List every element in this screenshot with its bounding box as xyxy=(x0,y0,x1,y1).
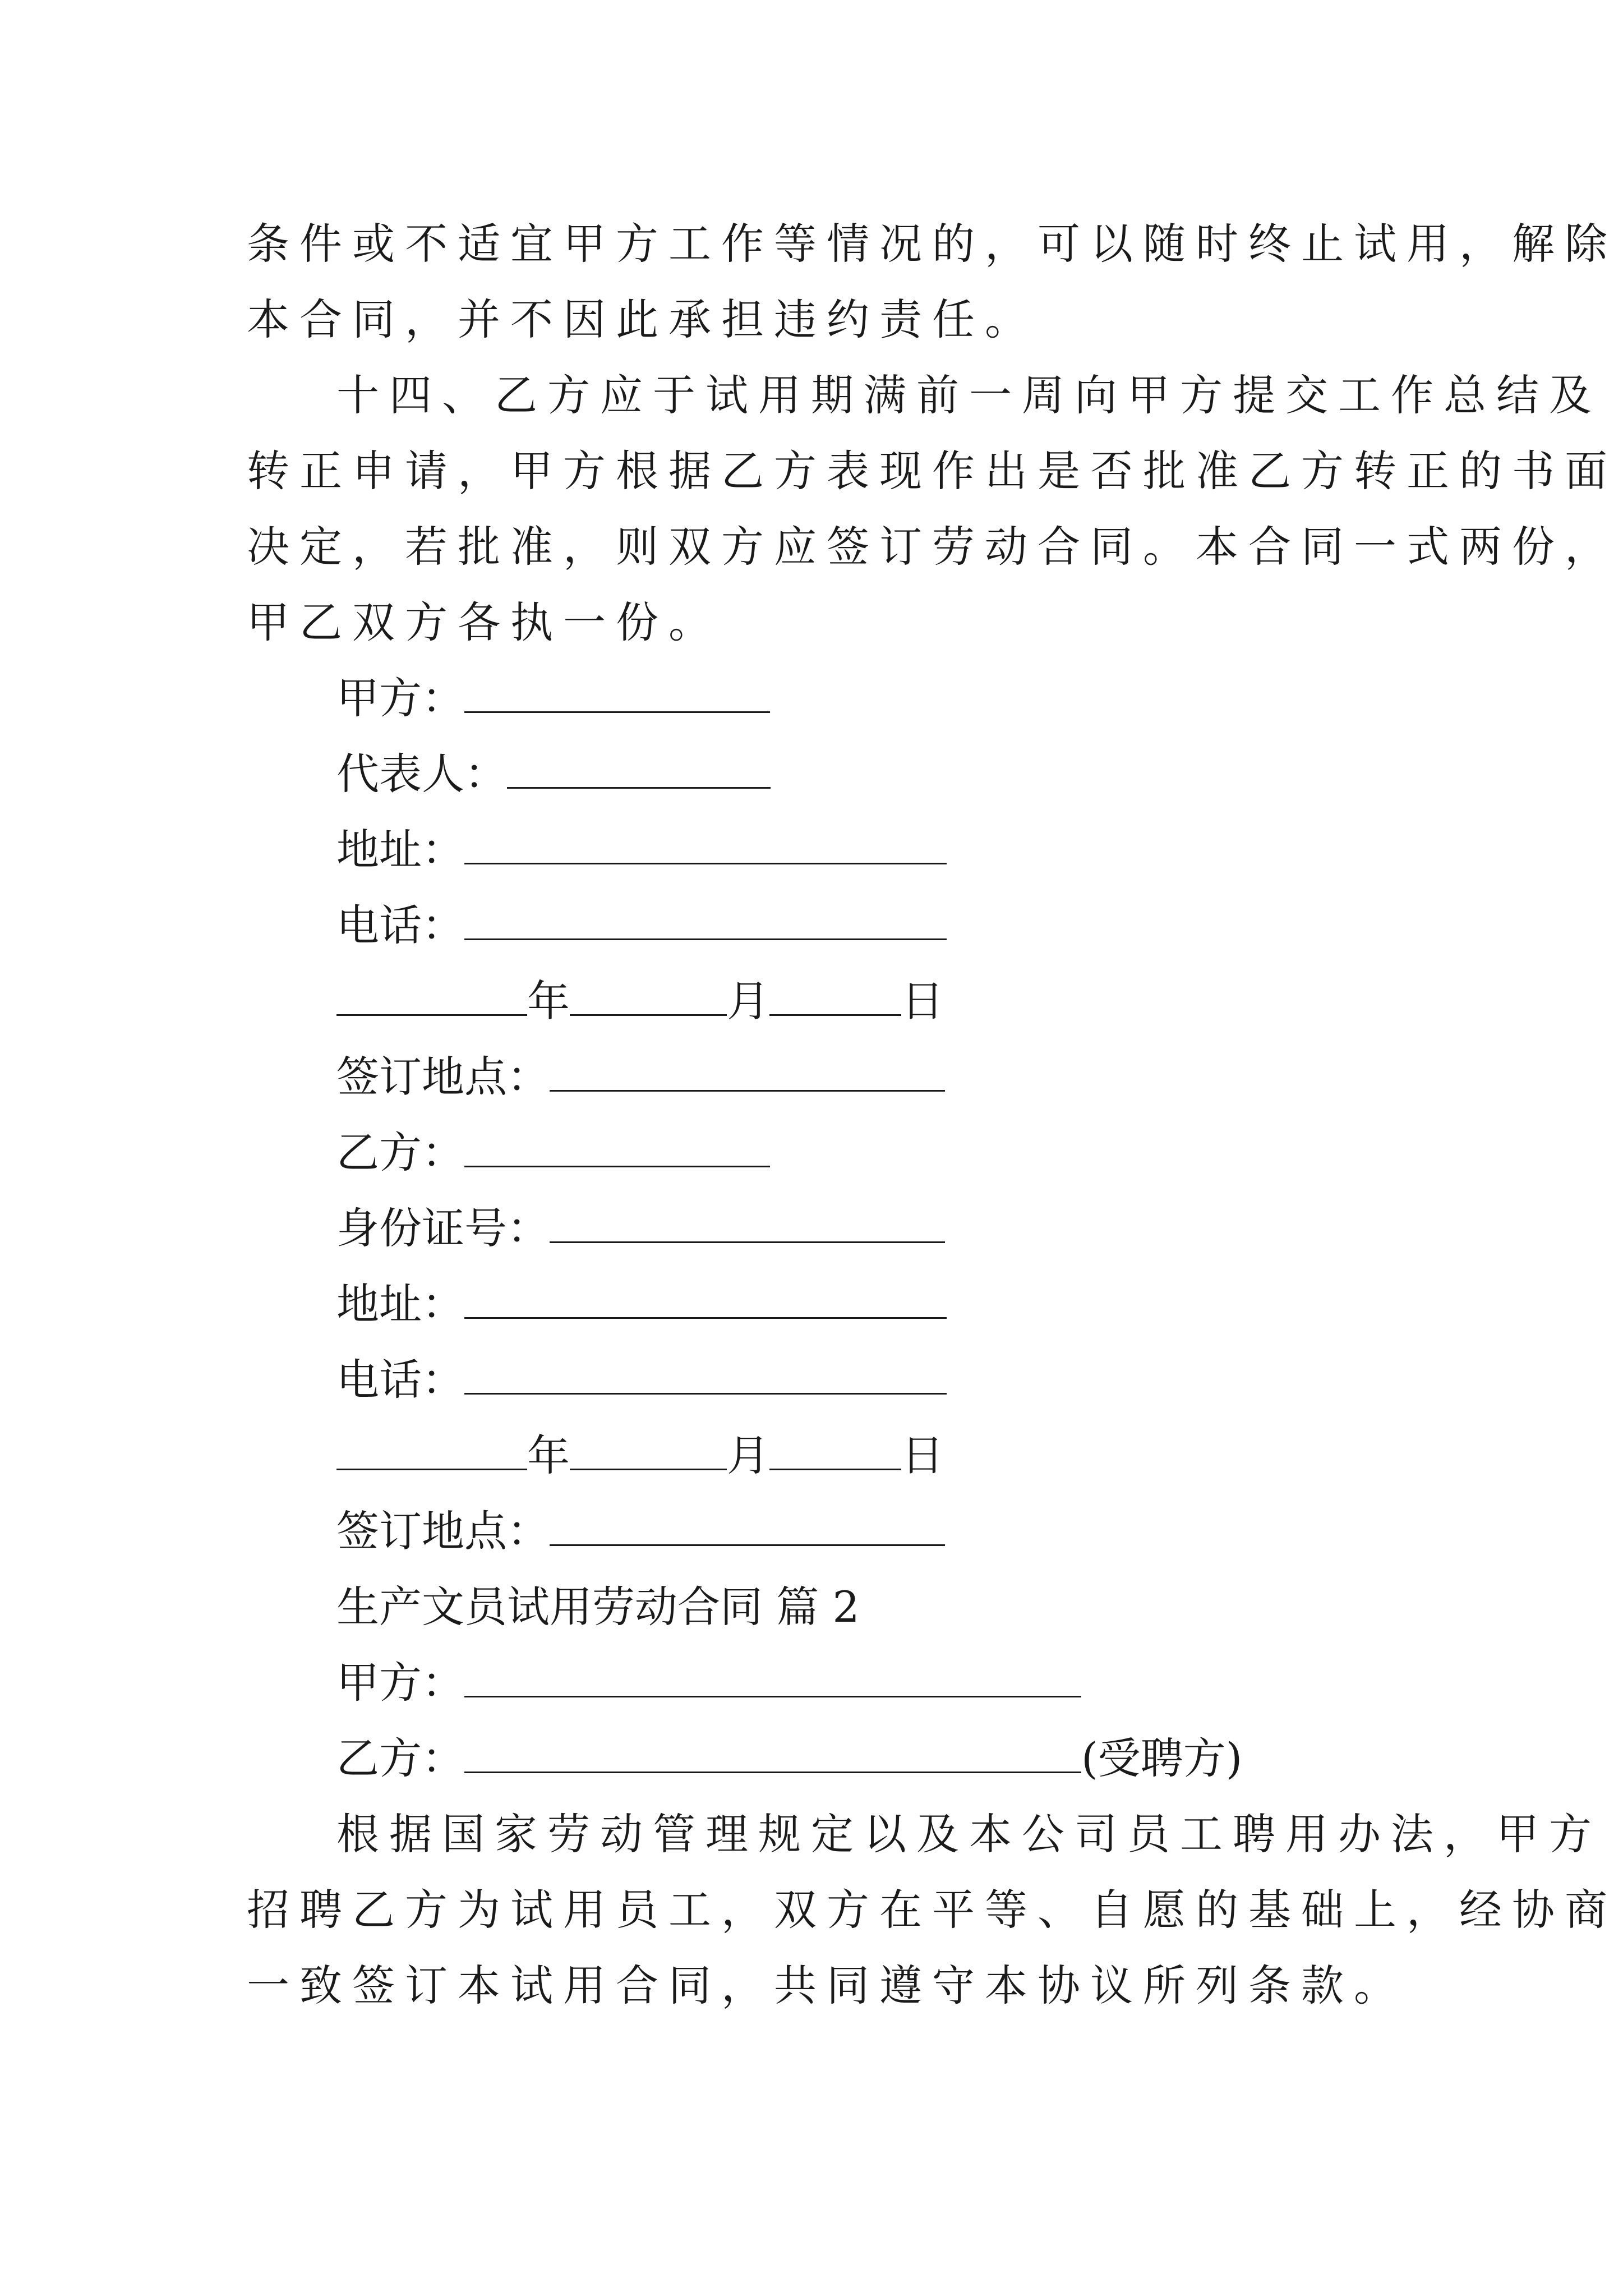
section2-body-line: 招聘乙方为试用员工，双方在平等、自愿的基础上，经协商 xyxy=(247,1885,1617,1935)
section2-party-b-blank xyxy=(464,1732,1081,1773)
party-b-sign-place-field xyxy=(336,1503,1481,1559)
month-label: 月 xyxy=(727,1430,769,1480)
day-blank xyxy=(769,1429,901,1470)
paragraph-line: 本合同，并不因此承担违约责任。 xyxy=(247,295,1038,344)
year-blank xyxy=(336,1429,527,1470)
party-b-phone-blank xyxy=(464,1354,947,1395)
paragraph-line: 条件或不适宜甲方工作等情况的，可以随时终止试用，解除 xyxy=(247,219,1617,269)
party-a-sign-place-blank xyxy=(550,1051,945,1092)
section-title: 生产文员试用劳动合同 篇 2 xyxy=(336,1582,860,1632)
party-b-phone-field xyxy=(336,1352,1481,1408)
section2-party-b-suffix: (受聘方) xyxy=(1081,1733,1243,1783)
party-a-date-field xyxy=(336,973,1481,1029)
party-b-id-label: 身份证号： xyxy=(336,1203,550,1253)
day-blank xyxy=(769,975,901,1016)
year-blank xyxy=(336,975,527,1016)
party-a-sign-place-label: 签订地点： xyxy=(336,1052,550,1102)
party-b-address-blank xyxy=(464,1278,947,1319)
party-b-date-field xyxy=(336,1428,1481,1484)
party-a-field xyxy=(336,670,1481,726)
section2-party-b-field xyxy=(336,1731,1481,1787)
party-a-phone-label: 电话： xyxy=(336,900,464,950)
party-b-phone-label: 电话： xyxy=(336,1355,464,1405)
party-a-phone-field xyxy=(336,898,1481,954)
party-b-id-blank xyxy=(550,1202,945,1243)
clause-14-line: 决定，若批准，则双方应签订劳动合同。本合同一式两份， xyxy=(247,522,1617,572)
clause-14-line: 十四、乙方应于试用期满前一周向甲方提交工作总结及 xyxy=(336,370,1602,420)
party-b-sign-place-label: 签订地点： xyxy=(336,1506,550,1556)
party-b-address-label: 地址： xyxy=(336,1279,464,1329)
party-a-blank xyxy=(464,672,770,713)
year-label: 年 xyxy=(527,1430,570,1480)
party-a-rep-field xyxy=(336,746,1481,802)
party-a-label: 甲方： xyxy=(336,673,464,723)
month-blank xyxy=(570,975,727,1016)
section2-party-a-field xyxy=(336,1655,1481,1711)
section2-party-a-blank xyxy=(464,1657,1081,1697)
party-a-address-field xyxy=(336,822,1481,878)
month-label: 月 xyxy=(727,976,769,1026)
section2-body-line: 根据国家劳动管理规定以及本公司员工聘用办法，甲方 xyxy=(336,1809,1602,1859)
section2-body-line: 一致签订本试用合同，共同遵守本协议所列条款。 xyxy=(247,1961,1407,2010)
section2-party-b-label: 乙方： xyxy=(336,1733,464,1783)
party-b-sign-place-blank xyxy=(550,1505,945,1546)
party-a-address-blank xyxy=(464,823,947,864)
party-b-label: 乙方： xyxy=(336,1128,464,1177)
clause-14-line: 甲乙双方各执一份。 xyxy=(247,597,721,647)
party-b-id-field xyxy=(336,1200,1481,1257)
party-a-rep-label: 代表人： xyxy=(336,749,507,799)
party-b-address-field xyxy=(336,1276,1481,1332)
day-label: 日 xyxy=(901,976,944,1026)
year-label: 年 xyxy=(527,976,570,1026)
party-a-sign-place-field xyxy=(336,1049,1481,1105)
section2-party-a-label: 甲方： xyxy=(336,1658,464,1708)
month-blank xyxy=(570,1429,727,1470)
party-a-address-label: 地址： xyxy=(336,825,464,875)
party-b-blank xyxy=(464,1126,770,1167)
party-b-field xyxy=(336,1125,1481,1181)
day-label: 日 xyxy=(901,1430,944,1480)
party-a-rep-blank xyxy=(507,748,771,789)
party-a-phone-blank xyxy=(464,899,947,940)
clause-14-line: 转正申请，甲方根据乙方表现作出是否批准乙方转正的书面 xyxy=(247,446,1617,496)
